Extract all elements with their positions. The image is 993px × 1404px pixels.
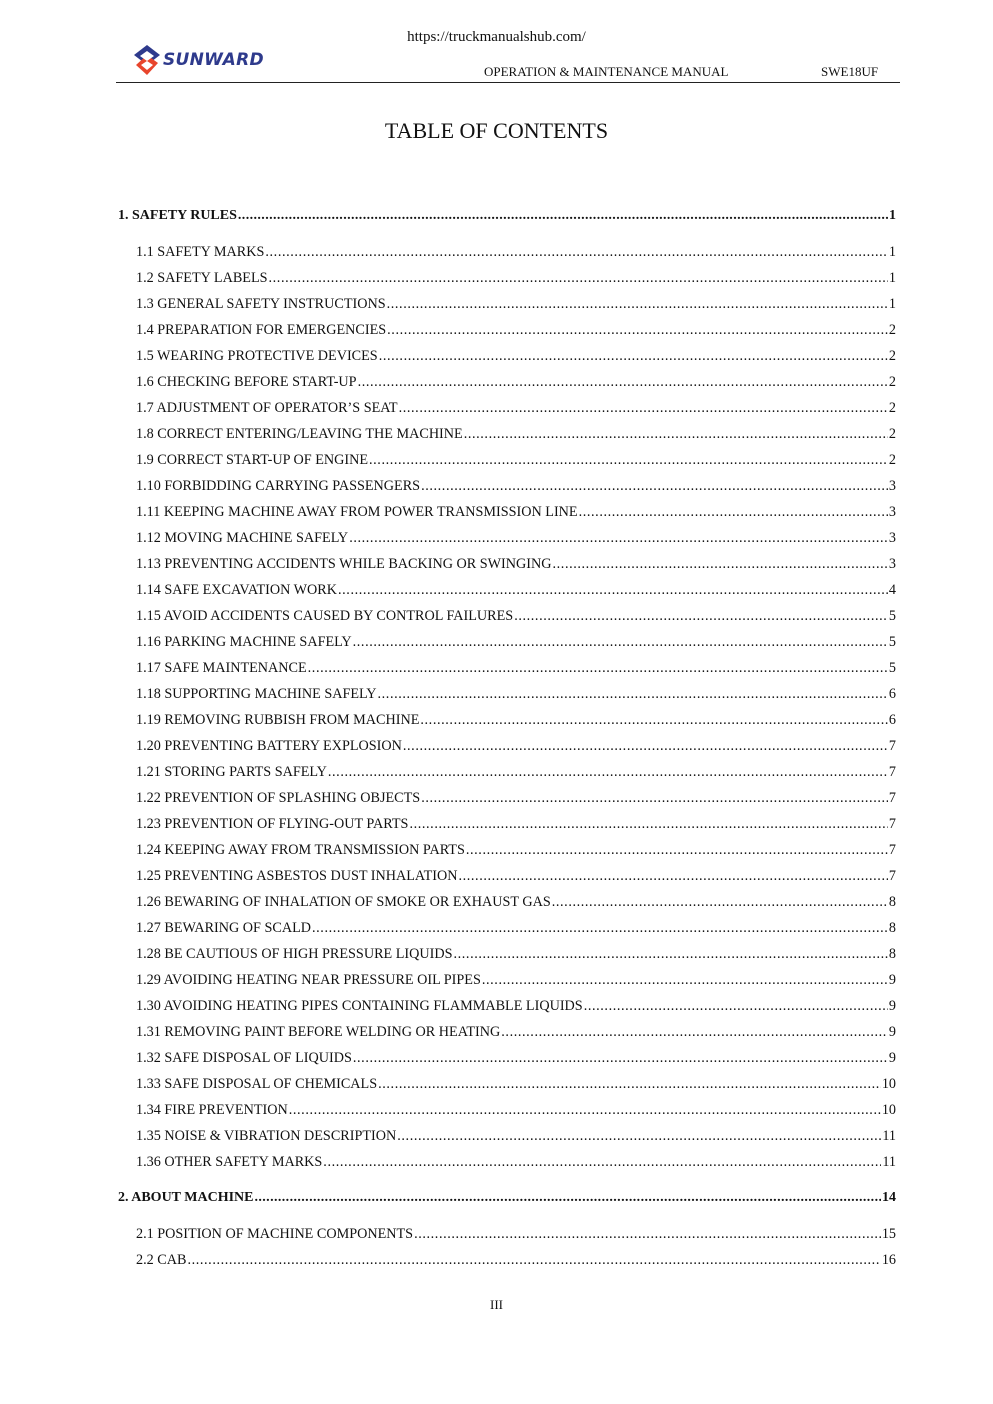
toc-entry-label: 1.17 SAFE MAINTENANCE bbox=[136, 660, 307, 676]
toc-entry-label: 1.10 FORBIDDING CARRYING PASSENGERS bbox=[136, 478, 421, 494]
toc-entry-page: 3 bbox=[888, 530, 896, 546]
toc-leader-dots bbox=[501, 1024, 888, 1041]
toc-section-row[interactable] bbox=[136, 400, 896, 417]
toc-entry-label: 1.24 KEEPING AWAY FROM TRANSMISSION PARTS bbox=[136, 842, 465, 858]
toc-entry-page: 7 bbox=[888, 842, 896, 858]
toc-section-row[interactable] bbox=[136, 244, 896, 261]
toc-section-row[interactable] bbox=[136, 816, 896, 833]
toc-entry-label: 1.21 STORING PARTS SAFELY bbox=[136, 764, 327, 780]
toc-entry-label: 1.15 AVOID ACCIDENTS CAUSED BY CONTROL FAILURES bbox=[136, 608, 514, 624]
toc-section-row[interactable] bbox=[136, 296, 896, 313]
toc-entry-label: 1.34 FIRE PREVENTION bbox=[136, 1102, 288, 1118]
toc-entry-label: 1.7 ADJUSTMENT OF OPERATOR’S SEAT bbox=[136, 400, 398, 416]
toc-entry-label: 1.6 CHECKING BEFORE START-UP bbox=[136, 374, 357, 390]
toc-entry-page: 2 bbox=[888, 348, 896, 364]
toc-entry-page: 15 bbox=[881, 1226, 896, 1242]
toc-entry-label: 1.11 KEEPING MACHINE AWAY FROM POWER TRANSMISSION LINE bbox=[136, 504, 578, 520]
toc-entry-page: 5 bbox=[888, 634, 896, 650]
toc-leader-dots bbox=[289, 1102, 881, 1119]
toc-entry-label: 1.25 PREVENTING ASBESTOS DUST INHALATION bbox=[136, 868, 458, 884]
toc-entry-label: 1.12 MOVING MACHINE SAFELY bbox=[136, 530, 349, 546]
toc-leader-dots bbox=[369, 452, 888, 469]
toc-section-row[interactable] bbox=[136, 920, 896, 937]
toc-entry-page: 2 bbox=[888, 400, 896, 416]
toc-section-row[interactable] bbox=[136, 530, 896, 547]
toc-entry-label: 1.1 SAFETY MARKS bbox=[136, 244, 265, 260]
toc-entry-label: 1.29 AVOIDING HEATING NEAR PRESSURE OIL PIPES bbox=[136, 972, 481, 988]
toc-leader-dots bbox=[514, 608, 888, 625]
toc-entry-page: 5 bbox=[888, 608, 896, 624]
toc-entry-page: 4 bbox=[888, 582, 896, 598]
toc-entry-label: 1.35 NOISE & VIBRATION DESCRIPTION bbox=[136, 1128, 397, 1144]
toc-entry-label: 1.19 REMOVING RUBBISH FROM MACHINE bbox=[136, 712, 420, 728]
toc-leader-dots bbox=[579, 504, 888, 521]
toc-leader-dots bbox=[584, 998, 888, 1015]
toc-entry-page: 7 bbox=[888, 738, 896, 754]
toc-entry-page: 9 bbox=[888, 1050, 896, 1066]
toc-entry-page: 9 bbox=[888, 998, 896, 1014]
toc-entry-page: 16 bbox=[881, 1252, 896, 1268]
toc-entry-label: 1.3 GENERAL SAFETY INSTRUCTIONS bbox=[136, 296, 386, 312]
toc-entry-label: 1.36 OTHER SAFETY MARKS bbox=[136, 1154, 323, 1170]
toc-section-row[interactable] bbox=[136, 972, 896, 989]
toc-leader-dots bbox=[466, 842, 888, 859]
toc-entry-page: 1 bbox=[888, 244, 896, 260]
toc-entry-label: 2.1 POSITION OF MACHINE COMPONENTS bbox=[136, 1226, 414, 1242]
toc-entry-label: 1.28 BE CAUTIOUS OF HIGH PRESSURE LIQUIDS bbox=[136, 946, 453, 962]
toc-leader-dots bbox=[187, 1252, 880, 1269]
page-url[interactable]: https://truckmanualshub.com/ bbox=[407, 29, 586, 45]
toc-entry-page: 6 bbox=[888, 712, 896, 728]
toc-entry-label: 1.16 PARKING MACHINE SAFELY bbox=[136, 634, 352, 650]
toc-leader-dots bbox=[254, 1190, 881, 1206]
toc-entry-page: 2 bbox=[888, 374, 896, 390]
toc-entry-label: 1.33 SAFE DISPOSAL OF CHEMICALS bbox=[136, 1076, 378, 1092]
toc-leader-dots bbox=[358, 374, 888, 391]
toc-section-row[interactable] bbox=[136, 764, 896, 781]
toc-entry-page: 11 bbox=[882, 1154, 896, 1170]
toc-section-row[interactable] bbox=[136, 322, 896, 339]
toc-section-row[interactable] bbox=[136, 634, 896, 651]
toc-chapter-row[interactable] bbox=[118, 208, 896, 224]
toc-section-row[interactable] bbox=[136, 842, 896, 859]
toc-entry-label: 1.9 CORRECT START-UP OF ENGINE bbox=[136, 452, 368, 468]
toc-entry-page: 1 bbox=[889, 208, 896, 223]
toc-section-row[interactable] bbox=[136, 270, 896, 287]
toc-entry-label: 1.5 WEARING PROTECTIVE DEVICES bbox=[136, 348, 378, 364]
toc-entry-page: 2 bbox=[888, 426, 896, 442]
model-number: SWE18UF bbox=[821, 64, 879, 79]
toc-section-row[interactable] bbox=[136, 582, 896, 599]
toc-leader-dots bbox=[421, 790, 888, 807]
toc-entry-page: 10 bbox=[881, 1102, 896, 1118]
toc-leader-dots bbox=[387, 296, 888, 313]
toc-section-row[interactable] bbox=[136, 894, 896, 911]
page-number: III bbox=[490, 1297, 503, 1312]
toc-entry-label: 1.32 SAFE DISPOSAL OF LIQUIDS bbox=[136, 1050, 352, 1066]
toc-entry-page: 7 bbox=[888, 868, 896, 884]
toc-section-row[interactable] bbox=[136, 1154, 896, 1171]
toc-chapter-row[interactable] bbox=[118, 1190, 896, 1206]
toc-section-row[interactable] bbox=[136, 1102, 896, 1119]
toc-section-row[interactable] bbox=[136, 686, 896, 703]
toc-entry-page: 14 bbox=[882, 1190, 896, 1205]
toc-entry-label: 1.26 BEWARING OF INHALATION OF SMOKE OR EXHAUST GAS bbox=[136, 894, 551, 910]
toc-entry-label: 2. ABOUT MACHINE bbox=[118, 1190, 254, 1205]
toc-leader-dots bbox=[421, 478, 888, 495]
toc-entry-label: 1.30 AVOIDING HEATING PIPES CONTAINING FLAMMABLE LIQUIDS bbox=[136, 998, 583, 1014]
toc-leader-dots bbox=[353, 634, 888, 651]
toc-section-row[interactable] bbox=[136, 738, 896, 755]
toc-section-row[interactable] bbox=[136, 946, 896, 963]
toc-entry-page: 1 bbox=[888, 296, 896, 312]
header-divider bbox=[116, 82, 900, 83]
toc-entry-page: 7 bbox=[888, 816, 896, 832]
toc-leader-dots bbox=[265, 244, 888, 261]
toc-leader-dots bbox=[464, 426, 888, 443]
toc-section-row[interactable] bbox=[136, 1050, 896, 1067]
toc-leader-dots bbox=[378, 686, 888, 703]
toc-entry-page: 7 bbox=[888, 764, 896, 780]
toc-entry-label: 1.31 REMOVING PAINT BEFORE WELDING OR HEATING bbox=[136, 1024, 501, 1040]
toc-entry-page: 1 bbox=[888, 270, 896, 286]
toc-entry-label: 1.2 SAFETY LABELS bbox=[136, 270, 268, 286]
toc-entry-page: 8 bbox=[888, 946, 896, 962]
toc-leader-dots bbox=[409, 816, 887, 833]
toc-entry-label: 1. SAFETY RULES bbox=[118, 208, 237, 223]
toc-section-row[interactable] bbox=[136, 452, 896, 469]
toc-entry-page: 9 bbox=[888, 1024, 896, 1040]
toc-entry-page: 3 bbox=[888, 556, 896, 572]
toc-leader-dots bbox=[308, 660, 888, 677]
toc-leader-dots bbox=[328, 764, 888, 781]
toc-leader-dots bbox=[482, 972, 888, 989]
toc-entry-page: 5 bbox=[888, 660, 896, 676]
toc-leader-dots bbox=[414, 1226, 881, 1243]
brand-logo bbox=[134, 45, 264, 75]
toc-section-row[interactable] bbox=[136, 1024, 896, 1041]
toc-entry-page: 6 bbox=[888, 686, 896, 702]
toc-leader-dots bbox=[397, 1128, 881, 1145]
toc-section-row[interactable] bbox=[136, 426, 896, 443]
toc-entry-page: 2 bbox=[888, 322, 896, 338]
toc-leader-dots bbox=[378, 1076, 881, 1093]
brand-name: SUNWARD bbox=[163, 50, 264, 70]
toc-leader-dots bbox=[312, 920, 888, 937]
toc-section-row[interactable] bbox=[136, 712, 896, 729]
toc-leader-dots bbox=[553, 556, 888, 573]
toc-leader-dots bbox=[238, 208, 888, 224]
sunward-logo-icon bbox=[134, 45, 160, 75]
toc-section-row[interactable] bbox=[136, 608, 896, 625]
toc-section-row[interactable] bbox=[136, 504, 896, 521]
toc-entry-page: 8 bbox=[888, 920, 896, 936]
toc-section-row[interactable] bbox=[136, 556, 896, 573]
toc-section-row[interactable] bbox=[136, 790, 896, 807]
toc-entry-label: 2.2 CAB bbox=[136, 1252, 187, 1268]
toc-entry-label: 1.22 PREVENTION OF SPLASHING OBJECTS bbox=[136, 790, 421, 806]
toc-entry-page: 9 bbox=[888, 972, 896, 988]
toc-entry-label: 1.18 SUPPORTING MACHINE SAFELY bbox=[136, 686, 377, 702]
toc-entry-page: 11 bbox=[882, 1128, 896, 1144]
toc-entry-page: 3 bbox=[888, 504, 896, 520]
toc-entry-label: 1.20 PREVENTING BATTERY EXPLOSION bbox=[136, 738, 402, 754]
toc-leader-dots bbox=[323, 1154, 881, 1171]
toc-entry-page: 3 bbox=[888, 478, 896, 494]
toc-leader-dots bbox=[552, 894, 888, 911]
toc-leader-dots bbox=[458, 868, 887, 885]
toc-leader-dots bbox=[353, 1050, 888, 1067]
toc-section-row[interactable] bbox=[136, 348, 896, 365]
toc-entry-label: 1.4 PREPARATION FOR EMERGENCIES bbox=[136, 322, 387, 338]
toc-leader-dots bbox=[420, 712, 888, 729]
toc-section-row[interactable] bbox=[136, 478, 896, 495]
toc-leader-dots bbox=[349, 530, 888, 547]
toc-entry-page: 7 bbox=[888, 790, 896, 806]
toc-section-row[interactable] bbox=[136, 998, 896, 1015]
toc-section-row[interactable] bbox=[136, 1128, 896, 1145]
toc-leader-dots bbox=[453, 946, 887, 963]
toc-entry-label: 1.13 PREVENTING ACCIDENTS WHILE BACKING OR SWINGING bbox=[136, 556, 552, 572]
toc-leader-dots bbox=[269, 270, 888, 287]
page-title: TABLE OF CONTENTS bbox=[384, 118, 609, 143]
toc-section-row[interactable] bbox=[136, 660, 896, 677]
toc-leader-dots bbox=[399, 400, 888, 417]
toc-entry-label: 1.14 SAFE EXCAVATION WORK bbox=[136, 582, 338, 598]
toc-section-row[interactable] bbox=[136, 374, 896, 391]
toc-entry-label: 1.8 CORRECT ENTERING/LEAVING THE MACHINE bbox=[136, 426, 463, 442]
toc-section-row[interactable] bbox=[136, 1252, 896, 1269]
toc-entry-label: 1.27 BEWARING OF SCALD bbox=[136, 920, 311, 936]
toc-leader-dots bbox=[387, 322, 888, 339]
toc-section-row[interactable] bbox=[136, 1076, 896, 1093]
toc-leader-dots bbox=[379, 348, 888, 365]
toc-leader-dots bbox=[338, 582, 888, 599]
manual-title: OPERATION & MAINTENANCE MANUAL bbox=[484, 64, 729, 79]
toc-entry-page: 2 bbox=[888, 452, 896, 468]
toc-entry-page: 8 bbox=[888, 894, 896, 910]
toc-section-row[interactable] bbox=[136, 868, 896, 885]
toc-section-row[interactable] bbox=[136, 1226, 896, 1243]
toc-entry-page: 10 bbox=[881, 1076, 896, 1092]
toc-entry-label: 1.23 PREVENTION OF FLYING-OUT PARTS bbox=[136, 816, 409, 832]
toc-leader-dots bbox=[403, 738, 888, 755]
